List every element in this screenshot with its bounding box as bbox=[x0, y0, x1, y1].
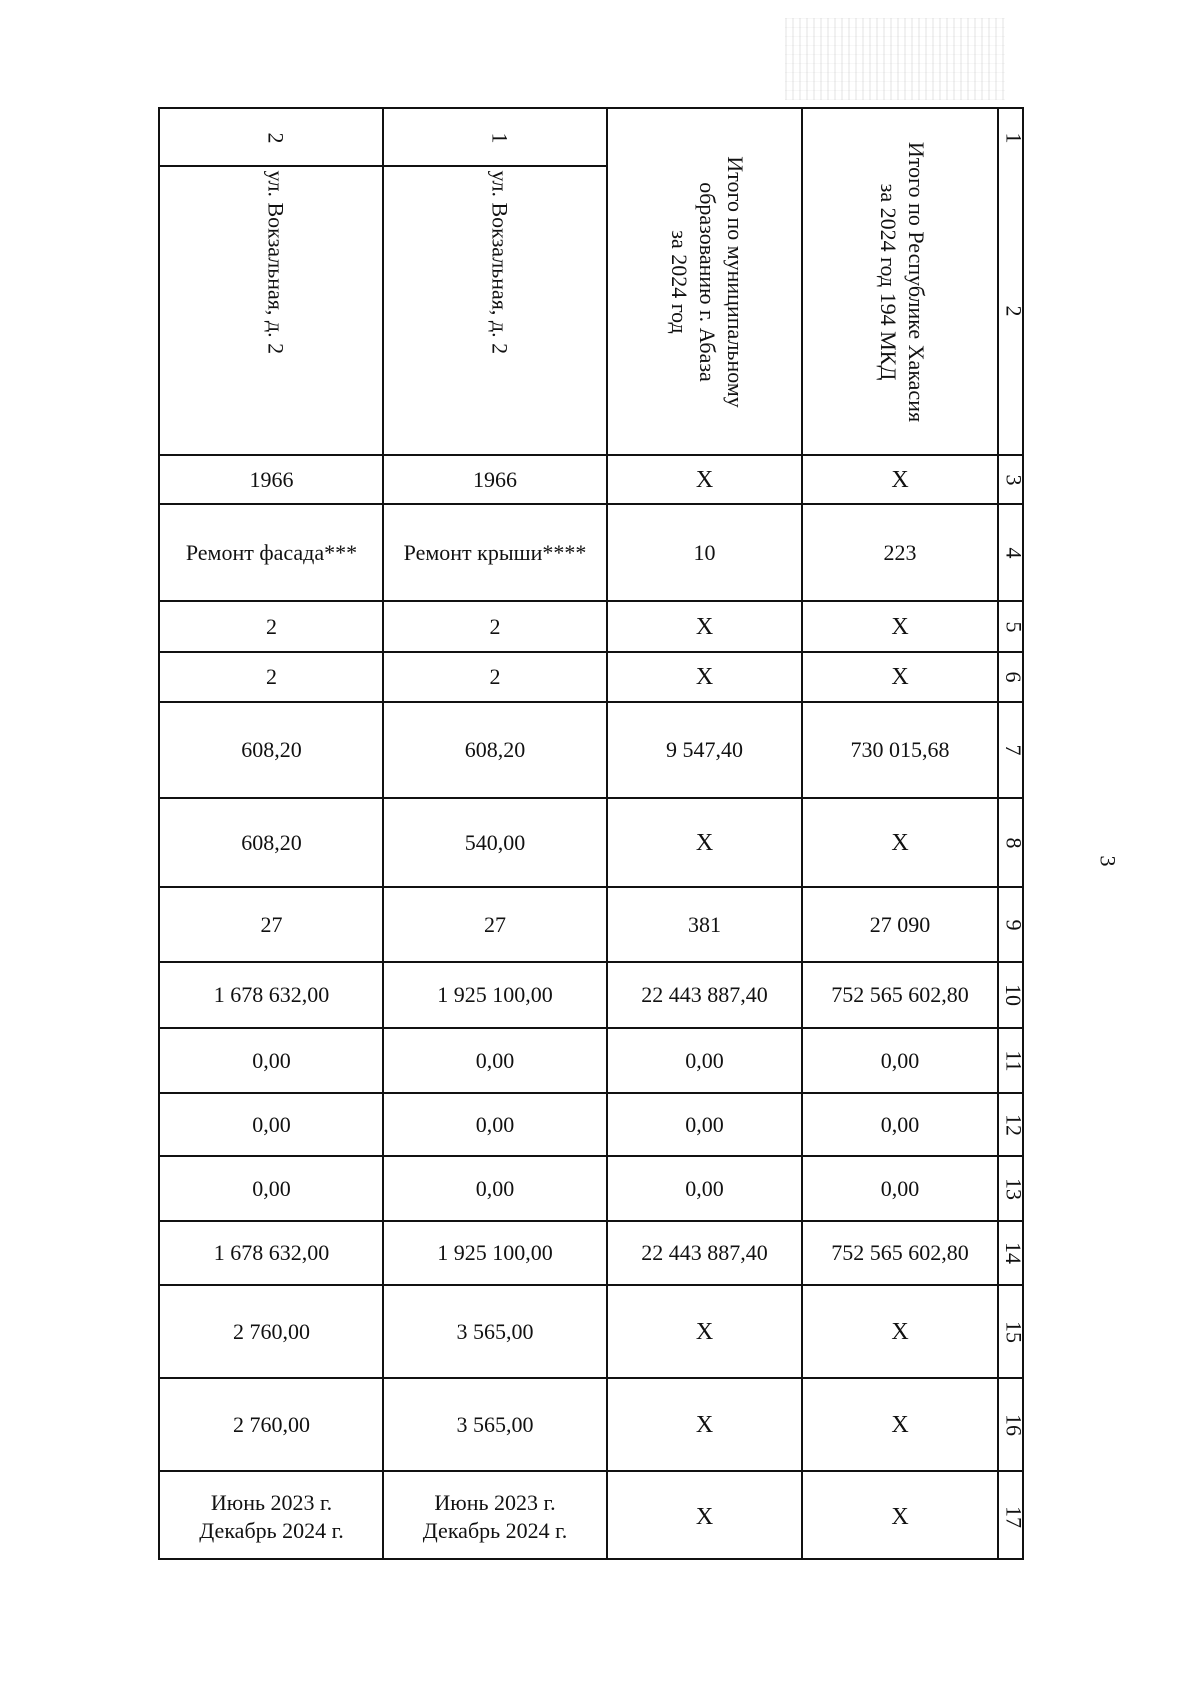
period-start: Х bbox=[695, 1503, 714, 1530]
column-number: 17 bbox=[1001, 1505, 1027, 1528]
column-number: 4 bbox=[1001, 547, 1027, 558]
address-name: ул. Вокзальная, д. 2 bbox=[263, 170, 289, 354]
column-number: 10 bbox=[1001, 984, 1027, 1006]
value-col-8: 540,00 bbox=[464, 829, 526, 855]
column-number: 7 bbox=[1001, 744, 1027, 756]
value-col-15: 2 760,00 bbox=[233, 1318, 310, 1344]
value-col-3: Х bbox=[695, 466, 714, 493]
value-col-14: 1 925 100,00 bbox=[437, 1240, 553, 1266]
value-col-14: 1 678 632,00 bbox=[213, 1240, 330, 1266]
value-col-6: Х bbox=[695, 664, 714, 690]
value-col-15: Х bbox=[695, 1318, 714, 1345]
column-number: 16 bbox=[1001, 1413, 1027, 1436]
value-col-5: 2 bbox=[266, 613, 277, 639]
value-col-14: 22 443 887,40 bbox=[641, 1240, 768, 1266]
value-col-3: 1966 bbox=[473, 466, 517, 492]
column-number: 9 bbox=[1001, 919, 1027, 930]
repair-program-table bbox=[158, 107, 1027, 1560]
row-number: 2 bbox=[263, 132, 289, 143]
column-number: 2 bbox=[1001, 305, 1027, 316]
total-name-line: за 2024 год bbox=[666, 230, 692, 334]
registration-stamp bbox=[785, 18, 1005, 100]
value-col-4: 10 bbox=[693, 539, 716, 565]
value-col-12: 0,00 bbox=[252, 1111, 291, 1137]
total-name bbox=[872, 117, 932, 447]
value-col-16: 3 565,00 bbox=[456, 1411, 534, 1437]
value-col-17 bbox=[385, 1472, 605, 1561]
value-col-15: 3 565,00 bbox=[456, 1318, 534, 1344]
total-name-line: Итого по муниципальному bbox=[722, 156, 748, 408]
value-col-8: 608,20 bbox=[241, 829, 302, 855]
value-col-9: 27 090 bbox=[869, 911, 931, 937]
value-col-4: Ремонт крыши**** bbox=[403, 539, 587, 565]
column-number: 3 bbox=[1001, 474, 1027, 485]
value-col-16: Х bbox=[891, 1411, 909, 1438]
column-number: 11 bbox=[1001, 1049, 1027, 1072]
total-name-line: образованию г. Абаза bbox=[694, 182, 720, 382]
value-col-6: 2 bbox=[266, 664, 277, 690]
value-col-6: 2 bbox=[489, 664, 501, 690]
value-col-13: 0,00 bbox=[880, 1175, 920, 1201]
value-col-17 bbox=[162, 1472, 381, 1561]
value-col-13: 0,00 bbox=[475, 1175, 515, 1201]
value-col-13: 0,00 bbox=[252, 1175, 291, 1201]
value-col-10: 22 443 887,40 bbox=[641, 982, 768, 1008]
value-col-9: 381 bbox=[688, 911, 721, 937]
value-col-16: Х bbox=[695, 1411, 714, 1438]
value-col-7: 608,20 bbox=[241, 737, 302, 763]
address-name: ул. Вокзальная, д. 2 bbox=[487, 170, 513, 354]
table-row-divider bbox=[160, 165, 607, 167]
value-col-10: 1 678 632,00 bbox=[213, 982, 330, 1008]
value-col-15: Х bbox=[891, 1318, 909, 1345]
value-col-8: Х bbox=[891, 829, 909, 856]
column-number: 8 bbox=[1001, 837, 1027, 848]
table-column-divider bbox=[606, 109, 608, 1558]
column-number: 14 bbox=[1001, 1242, 1027, 1264]
total-name bbox=[663, 117, 751, 447]
period-start: Июнь 2023 г. bbox=[434, 1490, 556, 1515]
table-column-divider bbox=[382, 109, 384, 1558]
value-col-10: 752 565 602,80 bbox=[831, 982, 969, 1008]
value-col-6: Х bbox=[891, 664, 909, 690]
value-col-7: 608,20 bbox=[464, 737, 526, 763]
value-col-12: 0,00 bbox=[685, 1111, 724, 1137]
value-col-9: 27 bbox=[484, 911, 506, 937]
page-number: 3 bbox=[1095, 855, 1121, 867]
total-name-line: Итого по Республике Хакасия bbox=[904, 141, 930, 423]
period-end: Декабрь 2024 г. bbox=[422, 1517, 568, 1543]
column-number: 1 bbox=[1001, 132, 1027, 143]
value-col-5: Х bbox=[891, 613, 909, 640]
period-start: Х bbox=[891, 1503, 909, 1530]
value-col-4: Ремонт фасада*** bbox=[185, 539, 358, 565]
value-col-4: 223 bbox=[883, 539, 917, 565]
row-number: 1 bbox=[487, 132, 513, 143]
value-col-11: 0,00 bbox=[252, 1047, 291, 1073]
value-col-12: 0,00 bbox=[475, 1111, 515, 1137]
value-col-13: 0,00 bbox=[685, 1175, 724, 1201]
column-number: 13 bbox=[1001, 1177, 1027, 1200]
value-col-7: 730 015,68 bbox=[850, 737, 950, 763]
value-col-3: Х bbox=[891, 466, 909, 493]
column-number: 6 bbox=[1001, 671, 1027, 683]
table-column-divider bbox=[801, 109, 803, 1558]
value-col-3: 1966 bbox=[249, 466, 294, 492]
value-col-12: 0,00 bbox=[880, 1111, 920, 1137]
value-col-7: 9 547,40 bbox=[666, 737, 743, 763]
value-col-14: 752 565 602,80 bbox=[831, 1240, 969, 1266]
column-number: 5 bbox=[1001, 621, 1027, 632]
value-col-16: 2 760,00 bbox=[233, 1411, 310, 1437]
value-col-11: 0,00 bbox=[685, 1047, 724, 1073]
value-col-5: 2 bbox=[489, 613, 501, 639]
value-col-8: Х bbox=[695, 829, 714, 856]
column-number: 15 bbox=[1001, 1320, 1027, 1343]
value-col-5: Х bbox=[695, 613, 714, 640]
value-col-17 bbox=[804, 1472, 996, 1561]
column-number: 12 bbox=[1001, 1113, 1027, 1136]
period-start: Июнь 2023 г. bbox=[210, 1490, 333, 1515]
value-col-11: 0,00 bbox=[475, 1047, 515, 1073]
value-col-9: 27 bbox=[260, 911, 283, 937]
value-col-17 bbox=[609, 1472, 800, 1561]
period-end: Декабрь 2024 г. bbox=[199, 1517, 344, 1543]
value-col-10: 1 925 100,00 bbox=[437, 982, 553, 1008]
value-col-11: 0,00 bbox=[880, 1047, 920, 1073]
total-name-line: за 2024 год 194 МКД bbox=[876, 183, 901, 381]
